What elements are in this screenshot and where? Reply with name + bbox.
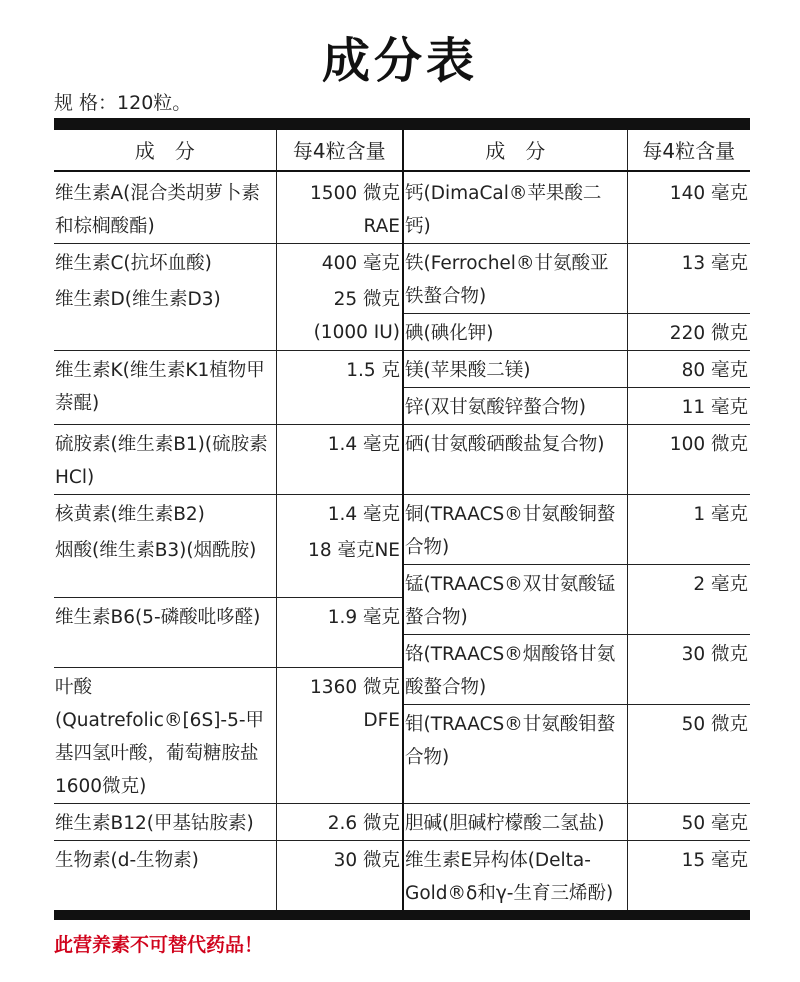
table-row	[54, 171, 750, 207]
right-amount-10: 50 微克	[627, 705, 750, 804]
left-amount-6: 1.4 毫克	[276, 495, 403, 532]
right-name-5: 锌(双甘氨酸锌螯合物)	[403, 388, 627, 425]
left-amount-5: 1.4 毫克	[276, 425, 403, 495]
header-name-right: 成 分	[403, 130, 627, 171]
table-header-row	[54, 130, 750, 171]
left-name-5: 硫胺素(维生素B1)(硫胺素HCl)	[54, 425, 276, 495]
ingredient-table	[54, 130, 750, 910]
spec-text: 规 格：120粒。	[54, 92, 192, 114]
table-row	[54, 351, 750, 388]
table-row	[54, 495, 750, 532]
table-top-rule	[54, 118, 750, 130]
right-amount-7: 1 毫克	[627, 495, 750, 565]
table-row	[54, 244, 750, 281]
right-amount-11: 50 毫克	[627, 804, 750, 841]
header-amount-left: 每4粒含量	[276, 130, 403, 171]
left-name-8: 维生素B6(5-磷酸吡哆醛)	[54, 598, 276, 668]
left-amount-1: 1500 微克 RAE	[276, 171, 403, 244]
left-name-7: 烟酸(维生素B3)(烟酰胺)	[55, 540, 257, 561]
right-name-10: 钼(TRAACS®甘氨酸钼螯合物)	[403, 705, 627, 804]
left-amount-8: 1.9 毫克	[276, 598, 403, 668]
warning-text: 此营养素不可替代药品！	[54, 934, 264, 956]
right-amount-4: 80 毫克	[627, 351, 750, 388]
right-amount-1: 140 毫克	[627, 171, 750, 244]
header-name-left: 成 分	[54, 130, 276, 171]
right-name-6: 硒(甘氨酸硒酸盐复合物)	[403, 425, 627, 495]
left-amount-4: 1.5 克	[276, 351, 403, 425]
left-amount-9: 1360 微克 DFE	[276, 668, 403, 804]
right-name-2: 铁(Ferrochel®甘氨酸亚铁螯合物)	[403, 244, 627, 314]
left-amount-3: 25 微克 (1000 IU)	[276, 280, 403, 351]
right-name-9: 铬(TRAACS®烟酸铬甘氨酸螯合物)	[403, 635, 627, 705]
left-name-9: 叶酸(Quatrefolic®[6S]-5-甲基四氢叶酸，葡萄糖胺盐1600微克)	[54, 668, 276, 804]
right-amount-3: 220 微克	[627, 314, 750, 351]
right-amount-9: 30 微克	[627, 635, 750, 705]
right-name-12: 维生素E异构体(Delta-Gold®δ和γ-生育三烯酚)	[403, 841, 627, 911]
right-amount-5: 11 毫克	[627, 388, 750, 425]
header-amount-right: 每4粒含量	[627, 130, 750, 171]
right-name-11: 胆碱(胆碱柠檬酸二氢盐)	[403, 804, 627, 841]
left-name-6: 核黄素(维生素B2)	[54, 495, 276, 532]
right-name-8: 锰(TRAACS®双甘氨酸锰螯合物)	[403, 565, 627, 635]
left-name-10: 维生素B12(甲基钴胺素)	[54, 804, 276, 841]
table-row	[54, 804, 750, 841]
left-name-11: 生物素(d-生物素)	[54, 841, 276, 911]
left-amount-7: 18 毫克NE	[276, 531, 403, 598]
right-amount-8: 2 毫克	[627, 565, 750, 635]
left-name-1: 维生素A(混合类胡萝卜素和棕榈酸酯)	[55, 183, 260, 237]
left-amount-10: 2.6 微克	[276, 804, 403, 841]
left-name-2: 维生素C(抗坏血酸)	[54, 244, 276, 281]
left-name-3: 维生素D(维生素D3)	[55, 289, 221, 310]
right-amount-6: 100 微克	[627, 425, 750, 495]
left-name-4: 维生素K(维生素K1植物甲萘醌)	[54, 351, 276, 425]
right-amount-2: 13 毫克	[627, 244, 750, 314]
right-name-3: 碘(碘化钾)	[403, 314, 627, 351]
right-amount-12: 15 毫克	[627, 841, 750, 911]
page-title: 成分表	[321, 33, 478, 89]
right-name-4: 镁(苹果酸二镁)	[403, 351, 627, 388]
right-name-7: 铜(TRAACS®甘氨酸铜螯合物)	[403, 495, 627, 565]
left-amount-2: 400 毫克	[276, 244, 403, 281]
table-row	[54, 425, 750, 495]
table-row	[54, 841, 750, 911]
right-name-1: 钙(DimaCal®苹果酸二钙)	[403, 171, 627, 244]
left-amount-11: 30 微克	[276, 841, 403, 911]
table-bottom-rule	[54, 910, 750, 920]
